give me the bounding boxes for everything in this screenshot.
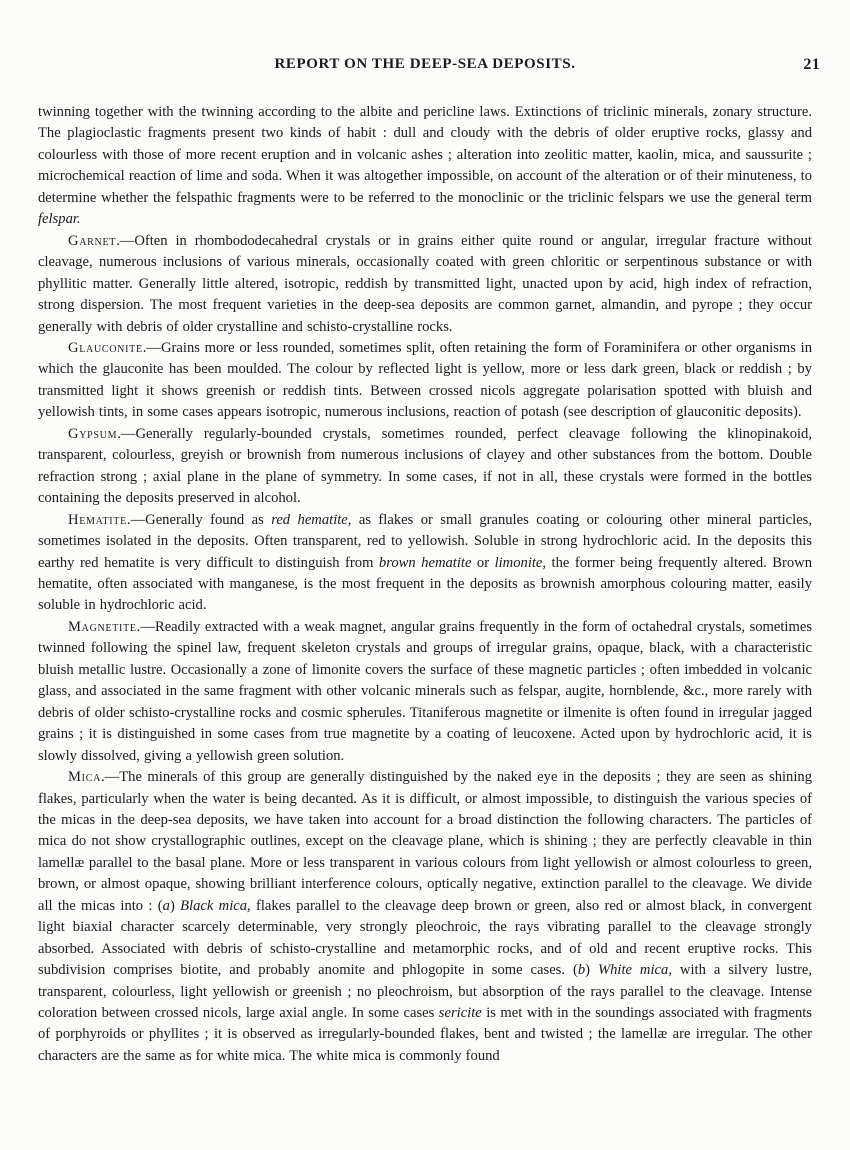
text-segment: Hematite	[68, 511, 127, 528]
text-segment: red hematite	[271, 511, 348, 528]
text-segment: , flakes parallel to the cleavage deep brown or green, also red or almost black, in convergent light biaxial character scarcely determinable, very strongly pleochroic, the rays vibrating parallel to the cleavage strongly absorbed. Associated with debris of schisto-crystalline and metamorphic rocks, and of old and recent eruptive rocks. This subdivision comprises biotite, and probably anomite and phlogopite in some cases. (	[38, 897, 812, 979]
text-segment: Gypsum	[68, 425, 118, 442]
text-segment: Garnet	[68, 232, 117, 249]
text-segment: .—Grains more or less rounded, sometimes split, often retaining the form of Foraminifera or other organisms in which the glauconite has been moulded. The colour by reflected light is yellow, more or less dark green, black or reddish ; by transmitted light it shows greenish or reddish tints. Between crossed nicols aggregate polarisation spotted with bluish and yellowish tints, in some cases appears isotropic, numerous inclusions, reaction of potash (see description of glauconitic deposits).	[38, 339, 812, 421]
text-segment: twinning together with the twinning according to the albite and pericline laws. Extinctions of triclinic minerals, zonary structure. The plagioclastic fragments present two kinds of habit : dull and cloudy with the debris of older eruptive rocks, glassy and colourless with those of more recent eruption and in volcanic ashes ; alteration into zeolitic matter, kaolin, mica, and saussurite ; microchemical reaction of lime and soda. When it was altogether impossible, on account of the alteration or of their minuteness, to determine whether the felspathic fragments were to be referred to the monoclinic or the triclinic felspars we use the general term	[38, 104, 812, 206]
text-segment: limonite	[494, 554, 543, 571]
running-head	[0, 56, 850, 78]
text-segment: brown hematite	[378, 554, 472, 571]
page-body	[38, 102, 812, 1067]
text-segment: White mica	[597, 962, 669, 979]
text-segment: .—The minerals of this group are generally distinguished by the naked eye in the deposits ; they are seen as shining flakes, particularly when the water is being decanted. As it is difficult, or almost impossible, to distinguish the various species of the micas in the deep-sea deposits, we have taken into account for a broad distinction the following characters. The particles of mica do not show crystallographic outlines, except on the cleavage plane, which is shining ; they are perfectly cleavable in thin lamellæ parallel to the basal plane. More or less transparent in various colours from light yellowish or almost colourless to green, brown, or almost opaque, showing brilliant interference colours, optically negative, extinction parallel to the cleavage. We divide all the micas into : (	[38, 769, 812, 914]
text-segment: a	[162, 897, 170, 914]
text-segment: or	[471, 554, 495, 571]
text-segment: )	[585, 962, 598, 979]
paragraph-glauconite	[38, 338, 812, 424]
text-segment: .—Generally regularly-bounded crystals, sometimes rounded, perfect cleavage following the klinopinakoid, transparent, colourless, greyish or brownish from numerous inclusions of clayey and other substances from the bottom. Double refraction strong ; axial plane in the plane of symmetry. In some cases, if not in all, these crystals were formed in the bottles containing the deposits preserved in alcohol.	[38, 425, 812, 507]
text-segment: .—Generally found as	[126, 511, 272, 528]
paragraph-mica	[38, 767, 812, 1067]
text-segment: .—Readily extracted with a weak magnet, angular grains frequently in the form of octahedral crystals, sometimes twinned following the spinel law, frequent skeleton crystals and groups of irregular grains, opaque, black, with a characteristic bluish metallic lustre. Occasionally a zone of limonite covers the surface of these magnetic particles ; often imbedded in volcanic glass, and associated in the same fragment with other volcanic minerals such as felspar, augite, hornblende, &c., more rarely with debris of older schisto-crystalline rocks and cosmic spherules. Titaniferous magnetite or ilmenite is often found in irregular jagged grains ; it is distinguished in some cases from true magnetite by a coating of leucoxene. Acted upon by hydrochloric acid, it is slowly dissolved, giving a yellowish green solution.	[38, 618, 812, 764]
text-segment: Mica	[68, 769, 101, 786]
text-segment: , as flakes or small granules coating or colouring other mineral particles, sometimes isolated in the deposits. Often transparent, red to yellowish. Soluble in strong hydrochloric acid. In the deposits this earthy red hematite is very difficult to distinguish from	[38, 511, 812, 571]
text-segment: .—Often in rhombododecahedral crystals or in grains either quite round or angular, irregular fracture without cleavage, numerous inclusions of various minerals, occasionally coated with green chloritic or serpentinous substance or with phyllitic matter. Generally little altered, isotropic, reddish by transmitted light, unacted upon by acid, high index of refraction, strong dispersion. The most frequent varieties in the deep-sea deposits are common garnet, almandin, and pyrope ; they occur generally with debris of older crystalline and schisto-crystalline rocks.	[38, 232, 812, 335]
text-segment: sericite	[438, 1005, 482, 1022]
paragraph-magnetite	[38, 617, 812, 767]
text-segment: , the former being frequently altered. Brown hematite, often associated with manganese, is the most frequent in the deposits as brownish amorphous colouring matter, easily soluble in hydrochloric acid.	[38, 554, 812, 614]
running-title: REPORT ON THE DEEP-SEA DEPOSITS.	[274, 56, 576, 72]
page-number: 21	[803, 56, 820, 73]
text-segment: felspar.	[38, 211, 81, 228]
paragraph-hematite	[38, 510, 812, 617]
paragraph-felspar-continuation	[38, 102, 812, 231]
text-segment: b	[577, 962, 586, 979]
text-segment: is met with in the soundings associated with fragments of porphyroids or phyllites ; it is observed as irregularly-bounded flakes, bent and twisted ; the lamellæ are irregular. The other characters are the same as for white mica. The white mica is commonly found	[38, 1005, 812, 1064]
paragraph-gypsum	[38, 424, 812, 510]
text-segment: Glauconite	[68, 339, 143, 356]
text-segment: Black mica	[180, 897, 248, 914]
paragraph-garnet	[38, 231, 812, 338]
text-segment: , with a silvery lustre, transparent, colourless, light yellowish or greenish ; no pleochroism, but absorption of the rays parallel to the cleavage. Intense coloration between crossed nicols, large axial angle. In some cases	[38, 962, 812, 1022]
text-segment: )	[169, 897, 181, 914]
text-segment: Magnetite	[68, 618, 137, 635]
